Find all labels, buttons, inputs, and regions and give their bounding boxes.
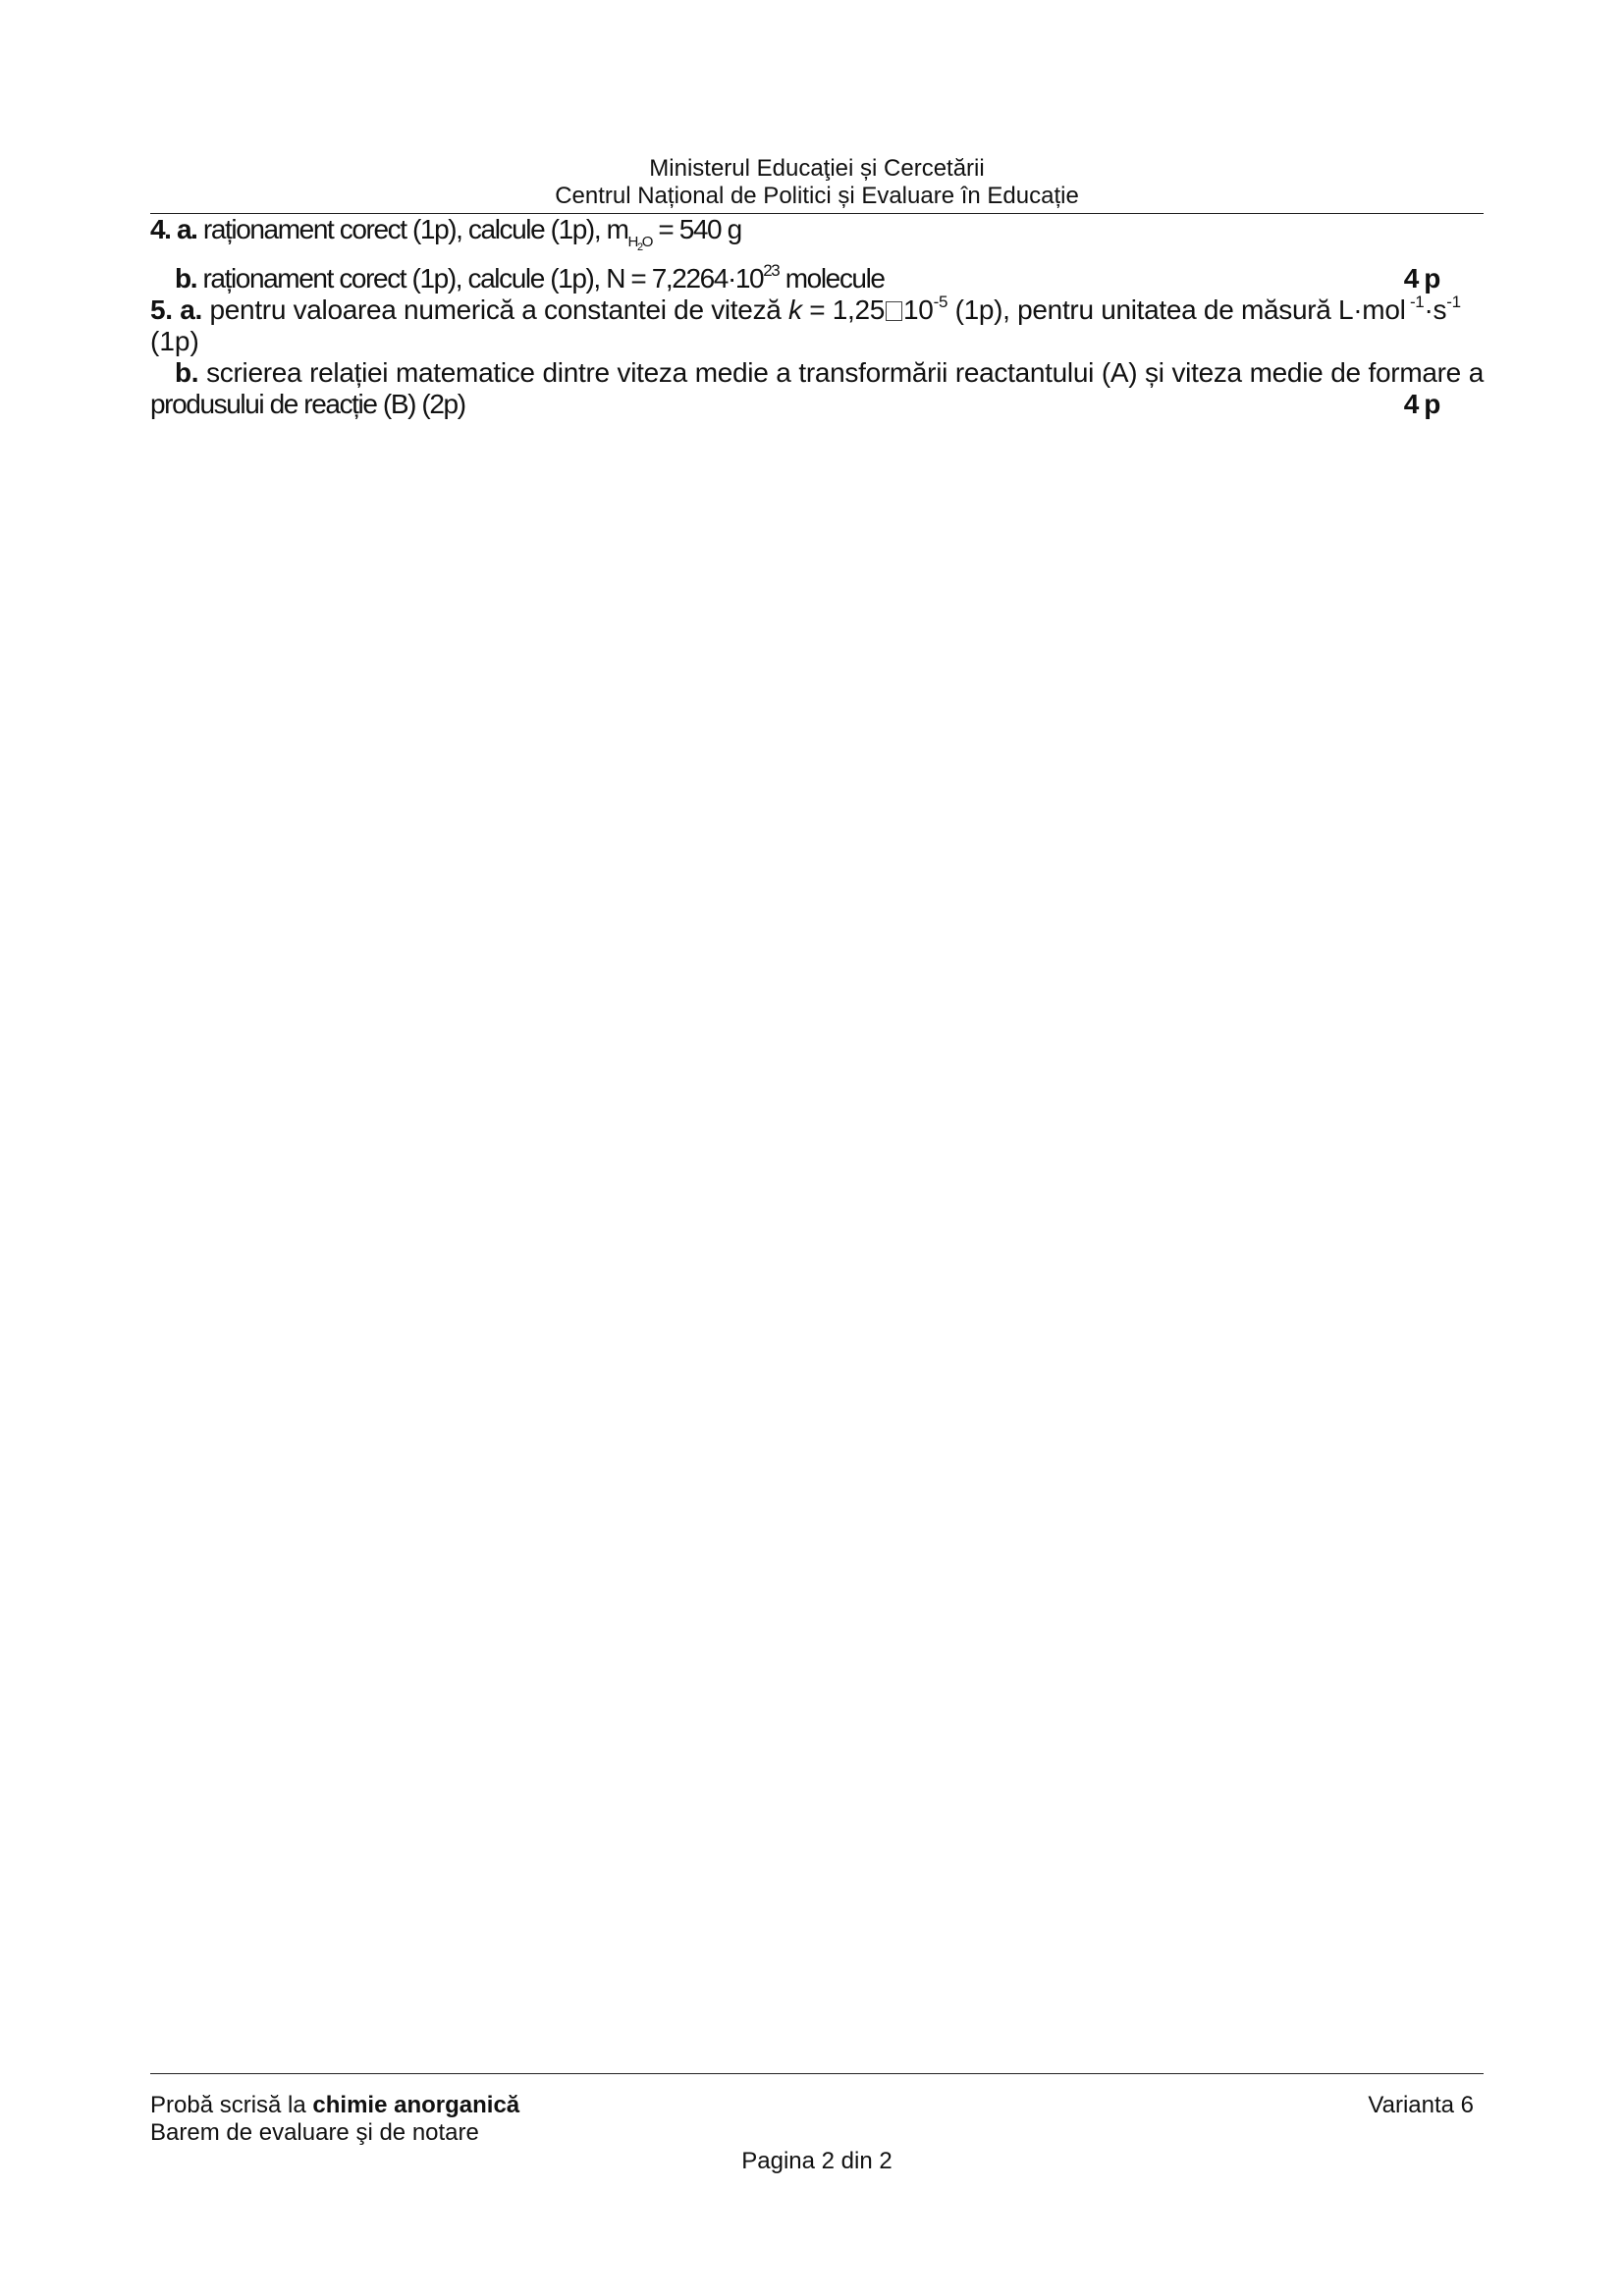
item-5-points: 4 p: [1403, 389, 1439, 419]
item-4a-value: = 540 g: [651, 214, 741, 244]
item-5a-unit-text: (1p), pentru unitatea de măsură L·mol: [947, 294, 1406, 325]
rate-constant-symbol: k: [788, 294, 802, 325]
footer-variant: Varianta 6: [1368, 2092, 1474, 2118]
item-5a-value: = 1,25: [801, 294, 886, 325]
item-4a-label: a.: [176, 214, 197, 244]
item-4b-exponent: 23: [763, 261, 780, 280]
footer-exam-line: [150, 2092, 1484, 2119]
item-4a: [150, 214, 1484, 263]
header-ministry: Ministerul Educaţiei și Cercetării: [649, 155, 985, 182]
item-5b-label: b.: [175, 357, 199, 388]
footer-subject: chimie anorganică: [312, 2092, 520, 2118]
item-5a-label: a.: [180, 294, 203, 325]
item-5b-continuation: [150, 389, 1484, 420]
item-5-number: 5.: [150, 294, 173, 325]
grading-content: [150, 214, 1484, 420]
footer-barem: Barem de evaluare şi de notare: [150, 2119, 479, 2146]
item-5b-text: scrierea relației matematice dintre viteza medie a transformării reactantului (A) și viteza medie de formare a: [206, 357, 1484, 388]
page-header: [150, 155, 1484, 210]
page-footer: [150, 2092, 1484, 2174]
header-center: Centrul Național de Politici și Evaluare în Educație: [555, 183, 1079, 209]
item-5a: [150, 294, 1484, 326]
item-5b: [150, 357, 1484, 389]
item-5a-unit-s: ·s: [1424, 294, 1447, 325]
item-4-points: 4 p: [1403, 263, 1439, 294]
item-5a-text: pentru valoarea numerică a constantei de viteză: [209, 294, 789, 325]
item-4a-text: raționament corect (1p), calcule (1p), m: [202, 214, 628, 244]
missing-glyph-box: [886, 301, 902, 321]
item-4b-tail: molecule: [779, 263, 885, 294]
item-5a-continuation: (1p): [150, 326, 199, 356]
item-5b-text-cont: produsului de reacție (B) (2p): [150, 389, 465, 419]
footer-divider: [150, 2073, 1484, 2074]
item-5a-unit-exp1: -1: [1405, 293, 1425, 311]
item-4b: [150, 263, 1484, 294]
footer-exam-prefix: Probă scrisă la: [150, 2092, 313, 2118]
page-number: Pagina 2 din 2: [741, 2148, 893, 2174]
item-4b-text: raționament corect (1p), calcule (1p), N = 7,2264·10: [202, 263, 764, 294]
item-4-number: 4.: [150, 214, 171, 244]
item-5a-power-base: 10: [903, 294, 934, 325]
item-4b-label: b.: [175, 263, 197, 294]
item-4a-subscript: H2O: [627, 234, 652, 253]
item-5a-exponent: -5: [933, 293, 948, 311]
item-5a-unit-exp2: -1: [1446, 293, 1461, 311]
